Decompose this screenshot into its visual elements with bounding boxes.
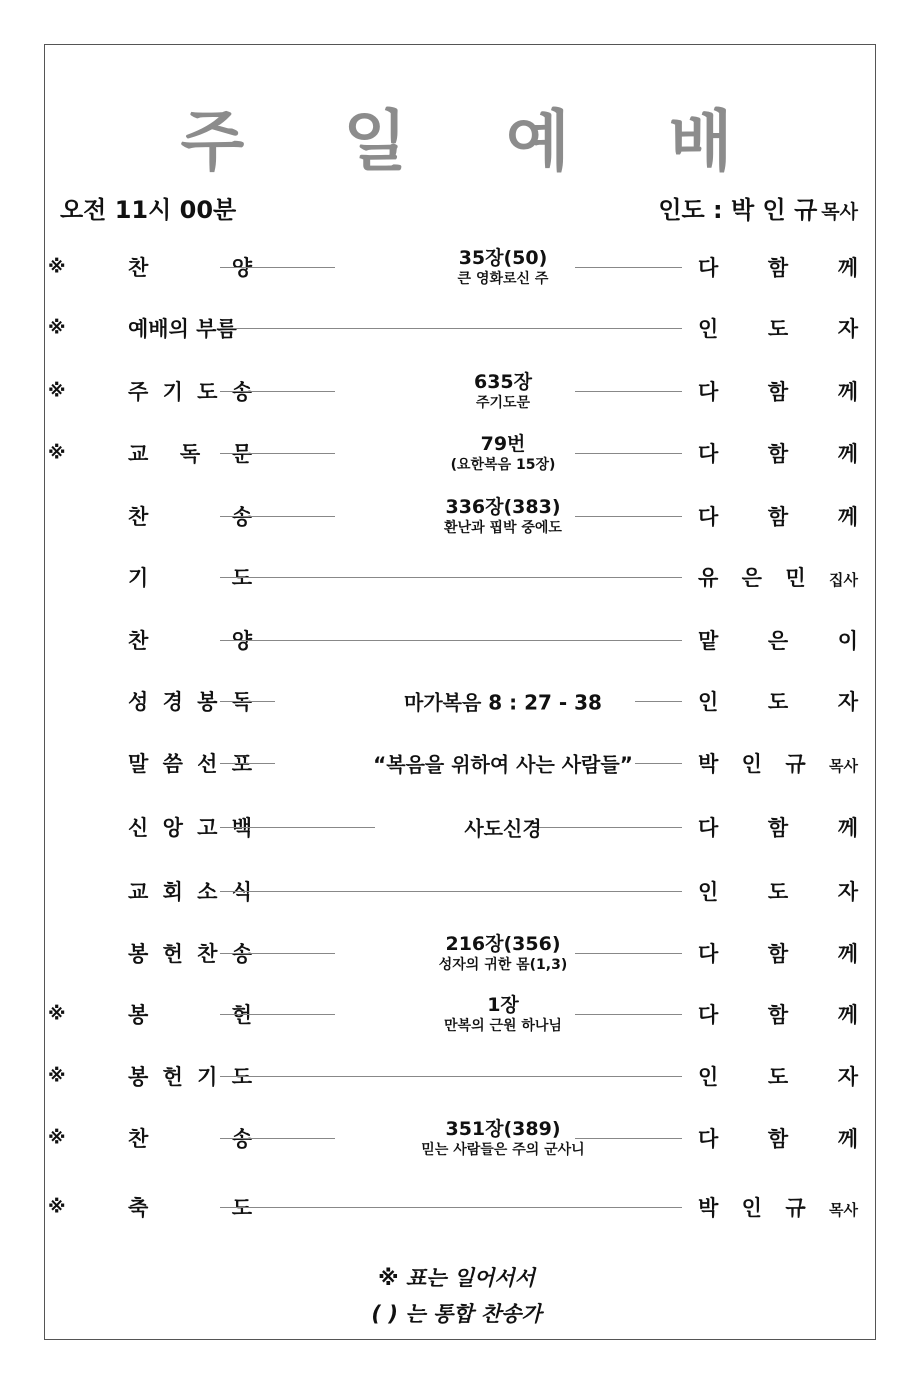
order-label-char: 송 (231, 505, 252, 529)
order-item-text: 사도신경 (464, 816, 542, 841)
person-char: 다 (698, 505, 719, 529)
person-char: 함 (767, 1003, 789, 1027)
person-char: 다 (698, 816, 719, 840)
order-label-char: 기 (162, 380, 183, 404)
order-item-person (698, 748, 858, 778)
order-label-char: 주 (128, 380, 149, 404)
order-item-person (698, 1123, 858, 1153)
order-row (48, 361, 863, 421)
order-label-char: 소 (197, 880, 218, 904)
person-char: 박 (698, 752, 719, 776)
order-item-detail (328, 1117, 678, 1159)
hymn-number: 35장(50) (458, 247, 548, 269)
order-label-char: 헌 (231, 1003, 252, 1027)
dotted-leader-line-left (220, 1138, 335, 1139)
person-char: 인 (741, 1196, 762, 1220)
order-label-char: 축 (128, 1196, 149, 1220)
dotted-leader-line-left (220, 391, 335, 392)
order-row (48, 861, 863, 921)
standing-mark: ※ (48, 442, 66, 464)
hymn-title: 주기도문 (475, 395, 531, 411)
order-label-char: 양 (231, 629, 252, 653)
person-char: 께 (837, 256, 858, 280)
person-char: 다 (698, 442, 719, 466)
page-title: 주 일 예 배 (180, 103, 771, 180)
person-char: 도 (767, 317, 789, 341)
person-char: 함 (767, 942, 789, 966)
order-label-char: 양 (231, 256, 252, 280)
order-label-char: 앙 (162, 816, 183, 840)
order-item-person (698, 1192, 858, 1222)
order-label-char: 기 (128, 566, 149, 590)
order-item-person (698, 812, 858, 842)
leader-role: 목사 (821, 201, 858, 223)
person-char: 인 (698, 317, 719, 341)
order-row (48, 423, 863, 483)
order-label-char: 찬 (128, 1127, 149, 1151)
dotted-leader-line-left (220, 953, 335, 954)
person-char: 도 (767, 880, 789, 904)
footer-note-hymnal: ( ) 는 통합 찬송가 (371, 1302, 542, 1326)
order-label-char: 성 (128, 690, 149, 714)
order-label-char: 찬 (128, 629, 149, 653)
person-char: 께 (837, 505, 858, 529)
person-char: 자 (837, 880, 858, 904)
person-char: 인 (698, 880, 719, 904)
standing-mark: ※ (48, 1003, 66, 1025)
dotted-leader-line-left (220, 701, 275, 702)
order-label-char: 찬 (197, 942, 218, 966)
hymn-number: 351장(389) (445, 1118, 561, 1140)
person-char: 께 (837, 1003, 858, 1027)
order-label-char: 봉 (128, 1065, 149, 1089)
service-leader (658, 190, 858, 225)
order-label-char: 송 (231, 1127, 252, 1151)
dotted-leader-line (220, 1076, 682, 1077)
order-item-person (698, 625, 858, 655)
order-item-detail (328, 993, 678, 1035)
order-label-char: 말 (128, 752, 149, 776)
order-item-detail (328, 495, 678, 537)
order-label-char: 고 (197, 816, 218, 840)
order-label-char: 봉 (197, 690, 218, 714)
hymn-number: 336장(383) (445, 496, 561, 518)
order-item-detail (328, 932, 678, 974)
person-char: 께 (837, 816, 858, 840)
dotted-leader-line-left (220, 763, 275, 764)
order-label-char: 백 (231, 816, 252, 840)
order-label-char: 교 (128, 442, 149, 466)
person-char: 은 (767, 629, 789, 653)
dotted-leader-line (220, 891, 682, 892)
order-row (48, 984, 863, 1044)
order-label-char: 봉 (128, 942, 149, 966)
person-char: 목사 (829, 757, 858, 775)
order-item-person (698, 1061, 858, 1091)
standing-mark: ※ (48, 1065, 66, 1087)
order-label-char: 식 (231, 880, 252, 904)
order-label-char: 포 (231, 752, 252, 776)
order-row (48, 547, 863, 607)
person-char: 께 (837, 1127, 858, 1151)
hymn-number: 79번 (480, 433, 526, 455)
dotted-leader-line (220, 577, 682, 578)
order-row (48, 237, 863, 297)
person-char: 자 (837, 317, 858, 341)
order-item-detail (328, 432, 678, 474)
order-row (48, 797, 863, 857)
person-char: 규 (785, 752, 806, 776)
order-item-person (698, 313, 858, 343)
footer-note-standing: ※ 표는 일어서서 (378, 1266, 535, 1290)
order-item-detail (328, 687, 678, 716)
order-item-person (698, 686, 858, 716)
dotted-leader-line-left (220, 453, 335, 454)
hymn-number: 216장(356) (445, 933, 561, 955)
order-label-char: 문 (231, 442, 252, 466)
order-label-char: 기 (197, 1065, 218, 1089)
dotted-leader-line-left (220, 516, 335, 517)
order-item-person (698, 252, 858, 282)
person-char: 다 (698, 380, 719, 404)
order-label-char: 예배의 부름 (128, 317, 237, 341)
order-item-text: “복음을 위하여 사는 사람들” (373, 752, 633, 777)
person-char: 께 (837, 380, 858, 404)
person-char: 함 (767, 1127, 789, 1151)
order-label-char: 찬 (128, 505, 149, 529)
order-label-char: 교 (128, 880, 149, 904)
order-label-char: 송 (231, 380, 252, 404)
order-label-char: 독 (231, 690, 252, 714)
hymn-title: (요한복음 15장) (450, 457, 556, 473)
person-char: 함 (767, 380, 789, 404)
dotted-leader-line (220, 328, 682, 329)
person-char: 께 (837, 942, 858, 966)
hymn-title: 큰 영화로신 주 (457, 271, 549, 287)
dotted-leader-line-left (220, 267, 335, 268)
person-char: 규 (785, 1196, 806, 1220)
person-char: 함 (767, 505, 789, 529)
person-char: 도 (767, 690, 789, 714)
standing-mark: ※ (48, 1127, 66, 1149)
hymn-title: 성자의 귀한 몸(1,3) (438, 957, 568, 973)
person-char: 이 (837, 629, 858, 653)
order-row (48, 1108, 863, 1168)
person-char: 다 (698, 1127, 719, 1151)
person-char: 인 (698, 690, 719, 714)
order-item-detail (328, 370, 678, 412)
order-label-char: 씀 (162, 752, 183, 776)
person-char: 함 (767, 442, 789, 466)
person-char: 자 (837, 690, 858, 714)
standing-mark: ※ (48, 317, 66, 339)
dotted-leader-line (220, 640, 682, 641)
order-label-char: 경 (162, 690, 183, 714)
person-char: 함 (767, 256, 789, 280)
order-label-char: 도 (231, 1196, 252, 1220)
leader-name: 인도 : 박 인 규 (658, 196, 818, 224)
person-char: 유 (698, 566, 719, 590)
order-label-char: 찬 (128, 256, 149, 280)
hymn-title: 만복의 근원 하나님 (444, 1018, 562, 1034)
order-label-char: 헌 (162, 942, 183, 966)
order-item-person (698, 501, 858, 531)
order-item-detail (328, 749, 678, 778)
person-char: 민 (785, 566, 806, 590)
hymn-title: 환난과 핍박 중에도 (444, 520, 562, 536)
order-row (48, 733, 863, 793)
order-item-person (698, 999, 858, 1029)
order-row (48, 610, 863, 670)
person-char: 다 (698, 1003, 719, 1027)
person-char: 다 (698, 942, 719, 966)
order-item-text: 마가복음 8 : 27 - 38 (404, 690, 602, 715)
order-label-char: 도 (231, 566, 252, 590)
person-char: 도 (767, 1065, 789, 1089)
service-time: 오전 11시 00분 (60, 196, 237, 224)
hymn-number: 1장 (487, 994, 519, 1016)
order-item-person (698, 438, 858, 468)
order-item-detail (328, 246, 678, 288)
order-row (48, 298, 863, 358)
order-label-char: 헌 (162, 1065, 183, 1089)
order-label-char: 선 (197, 752, 218, 776)
order-label-char: 신 (128, 816, 149, 840)
order-label-char: 봉 (128, 1003, 149, 1027)
order-label-char: 도 (231, 1065, 252, 1089)
standing-mark: ※ (48, 256, 66, 278)
person-char: 께 (837, 442, 858, 466)
dotted-leader-line (220, 1207, 682, 1208)
order-label-char: 송 (231, 942, 252, 966)
order-item-person (698, 876, 858, 906)
order-item-person (698, 562, 858, 592)
order-item-detail (328, 813, 678, 842)
person-char: 은 (741, 566, 762, 590)
person-char: 목사 (829, 1201, 858, 1219)
person-char: 자 (837, 1065, 858, 1089)
dotted-leader-line-left (220, 1014, 335, 1015)
person-char: 다 (698, 256, 719, 280)
order-label-char: 회 (162, 880, 183, 904)
hymn-title: 믿는 사람들은 주의 군사니 (421, 1142, 585, 1158)
order-item-person (698, 376, 858, 406)
order-label-char: 독 (179, 442, 201, 466)
order-row (48, 486, 863, 546)
standing-mark: ※ (48, 380, 66, 402)
person-char: 맡 (698, 629, 719, 653)
order-row (48, 1177, 863, 1237)
order-row (48, 1046, 863, 1106)
person-char: 박 (698, 1196, 719, 1220)
person-char: 인 (698, 1065, 719, 1089)
standing-mark: ※ (48, 1196, 66, 1218)
person-char: 인 (741, 752, 762, 776)
order-label-char: 도 (197, 380, 218, 404)
person-char: 집사 (829, 571, 858, 589)
person-char: 함 (767, 816, 789, 840)
order-row (48, 923, 863, 983)
order-item-person (698, 938, 858, 968)
hymn-number: 635장 (473, 371, 532, 393)
order-row (48, 671, 863, 731)
